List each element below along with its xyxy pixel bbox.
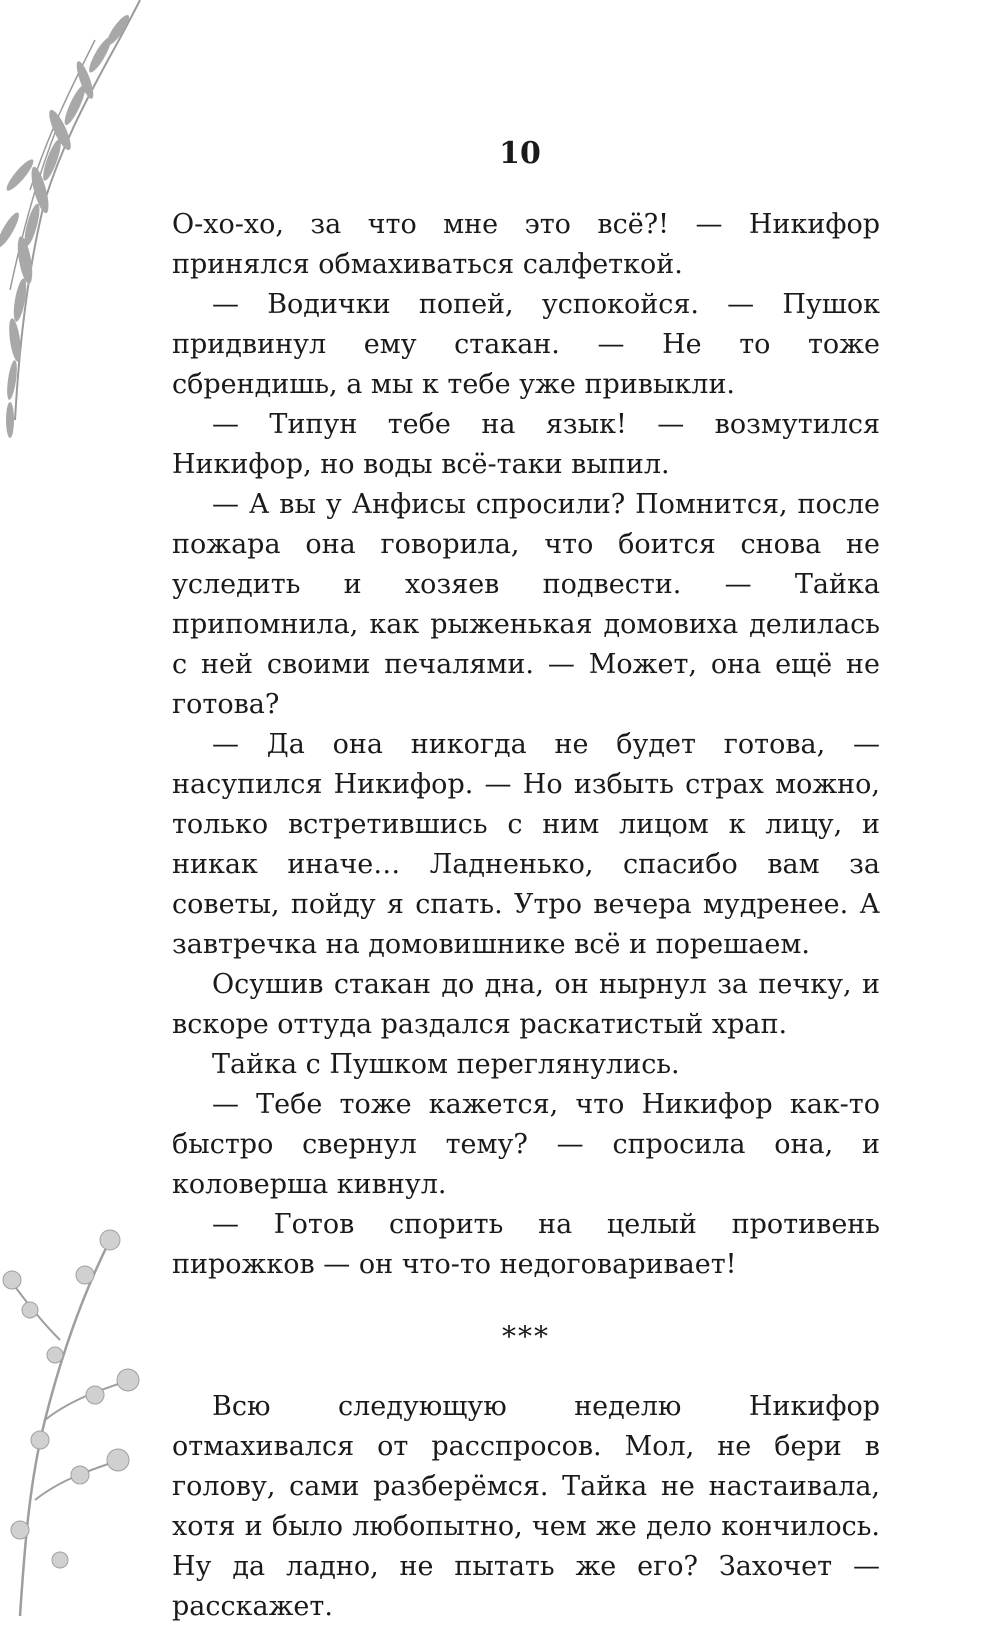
paragraph: — Тебе тоже кажется, что Никифор как-то быстро свернул тему? — спросила она, и коловерша кивнул. (172, 1089, 880, 1200)
paragraph: О-хо-хо, за что мне это всё?! — Никифор принялся обмахиваться салфеткой. (172, 209, 880, 280)
paragraph: Тайка с Пушком переглянулись. (212, 1049, 680, 1080)
section-separator: *** (502, 1320, 550, 1353)
willow-leaves (0, 12, 132, 438)
paragraph: — Готов спорить на целый противень пирожков — он что-то недоговаривает! (172, 1209, 880, 1280)
paragraph: Всю следующую неделю Никифор отмахивался от расспросов. Мол, не бери в голову, сами разберёмся. Тайка не настаивала, хотя и было любопытно, чем же дело кончилось. Ну да ладно, не пытать же его? Захочет — расскажет. (172, 1391, 880, 1622)
blossom-flowers (3, 1230, 139, 1568)
blossom-branch-illustration (0, 1180, 150, 1616)
paragraph: — А вы у Анфисы спросили? Помнится, после пожара она говорила, что боится снова не уследить и хозяев подвести. — Тайка припомнила, как рыженькая домовиха делилась с ней своими печалями. — Может, она ещё не готова? (172, 489, 880, 720)
chapter-text (172, 205, 880, 1627)
willow-branch-illustration (0, 0, 150, 500)
paragraph: — Да она никогда не будет готова, — насупился Никифор. — Но избыть страх можно, только встретившись с ним лицом к лицу, и никак иначе… Ладненько, спасибо вам за советы, пойду я спать. Утро вечера мудренее. А завтречка на домовишнике всё и порешаем. (172, 729, 880, 960)
paragraph: — Водички попей, успокойся. — Пушок придвинул ему стакан. — Не то тоже сбрендишь, а мы к тебе уже привыкли. (172, 289, 880, 400)
paragraph: Осушив стакан до дна, он нырнул за печку, и вскоре оттуда раздался раскатистый храп. (172, 969, 880, 1040)
paragraph: — Типун тебе на язык! — возмутился Никифор, но воды всё-таки выпил. (172, 409, 880, 480)
page-number: 10 (499, 136, 541, 171)
